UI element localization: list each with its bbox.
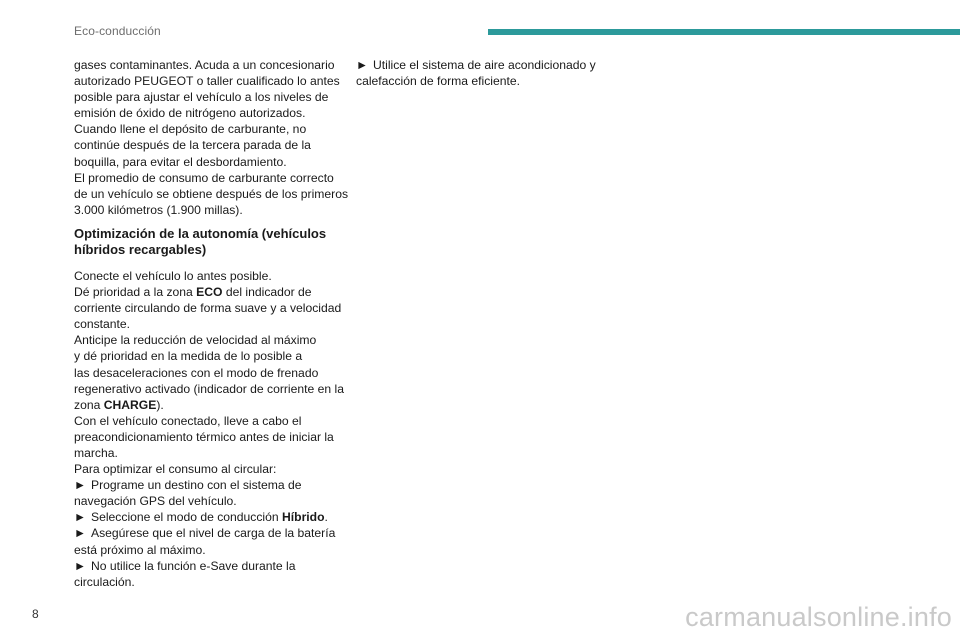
text-line: está próximo al máximo. xyxy=(74,542,206,557)
text-fragment: . xyxy=(324,510,328,525)
text-line xyxy=(74,284,342,300)
text-line: autorizado PEUGEOT o taller cualificado lo antes xyxy=(74,74,340,89)
page-number: 8 xyxy=(32,607,39,621)
text-fragment: zona xyxy=(74,397,104,412)
hybrid-mode-label: Híbrido xyxy=(282,510,325,525)
text-line: continúe después de la tercera parada de la xyxy=(74,138,311,153)
text-fragment: ). xyxy=(156,397,164,412)
text-line: Anticipe la reducción de velocidad al máximo xyxy=(74,333,317,348)
text-line: posible para ajustar el vehículo a los niveles de xyxy=(74,90,329,105)
intro-paragraph xyxy=(74,57,349,218)
text-line: corriente circulando de forma suave y a velocidad xyxy=(74,301,342,316)
text-line: y dé prioridad en la medida de lo posible a xyxy=(74,349,303,364)
text-line: preacondicionamiento térmico antes de iniciar la xyxy=(74,429,334,444)
text-line: las desaceleraciones con el modo de frenado xyxy=(74,365,319,380)
bullet-line xyxy=(74,558,342,574)
watermark: carmanualsonline.info xyxy=(685,602,952,632)
text-line: gases contaminantes. Acuda a un concesionario xyxy=(74,58,335,72)
section-title: Eco-conducción xyxy=(74,24,161,38)
arrow-bullet-icon: ► xyxy=(74,558,87,573)
text-fragment: Utilice el sistema de aire acondicionado y xyxy=(373,58,596,72)
arrow-bullet-icon: ► xyxy=(356,58,369,72)
text-fragment: Dé prioridad a la zona xyxy=(74,285,197,300)
arrow-bullet-icon: ► xyxy=(74,526,87,541)
text-fragment: Seleccione el modo de conducción xyxy=(91,510,283,525)
text-fragment: del indicador de xyxy=(222,285,312,300)
text-fragment: Programe un destino con el sistema de xyxy=(91,478,302,493)
text-line: regenerativo activado (indicador de corriente en la xyxy=(74,381,344,396)
header-accent-bar xyxy=(488,29,960,35)
heading-line: Optimización de la autonomía (vehículos xyxy=(74,225,327,241)
text-line: Conecte el vehículo lo antes posible. xyxy=(74,268,272,283)
text-line: 3.000 kilómetros (1.900 millas). xyxy=(74,202,243,217)
text-line: emisión de óxido de nitrógeno autorizados. xyxy=(74,106,306,121)
text-line: constante. xyxy=(74,317,131,332)
text-line: Con el vehículo conectado, lleve a cabo el xyxy=(74,413,302,428)
right-column xyxy=(356,57,606,89)
text-line: boquilla, para evitar el desbordamiento. xyxy=(74,154,287,169)
text-fragment: Asegúrese que el nivel de carga de la batería xyxy=(91,526,336,541)
eco-zone-label: ECO xyxy=(196,285,223,300)
text-line: Para optimizar el consumo al circular: xyxy=(74,462,277,477)
bullet-line xyxy=(74,509,342,525)
heading-line: híbridos recargables) xyxy=(74,242,207,258)
arrow-bullet-icon: ► xyxy=(74,510,87,525)
left-column xyxy=(74,57,349,590)
text-line: calefacción de forma eficiente. xyxy=(356,74,520,89)
bullet-line xyxy=(74,477,342,493)
bullet-line xyxy=(74,525,342,541)
bullet-line xyxy=(356,57,606,73)
body-paragraph xyxy=(74,268,342,590)
text-line: marcha. xyxy=(74,445,118,460)
text-fragment: No utilice la función e-Save durante la xyxy=(91,558,296,573)
text-line: de un vehículo se obtiene después de los primeros xyxy=(74,186,349,201)
text-line: circulación. xyxy=(74,574,135,589)
arrow-bullet-icon: ► xyxy=(74,478,87,493)
charge-zone-label: CHARGE xyxy=(103,397,157,412)
text-line: navegación GPS del vehículo. xyxy=(74,494,237,509)
text-line xyxy=(74,397,342,413)
section-heading xyxy=(74,226,342,259)
text-line: Cuando llene el depósito de carburante, no xyxy=(74,122,307,137)
text-line: El promedio de consumo de carburante correcto xyxy=(74,170,334,185)
